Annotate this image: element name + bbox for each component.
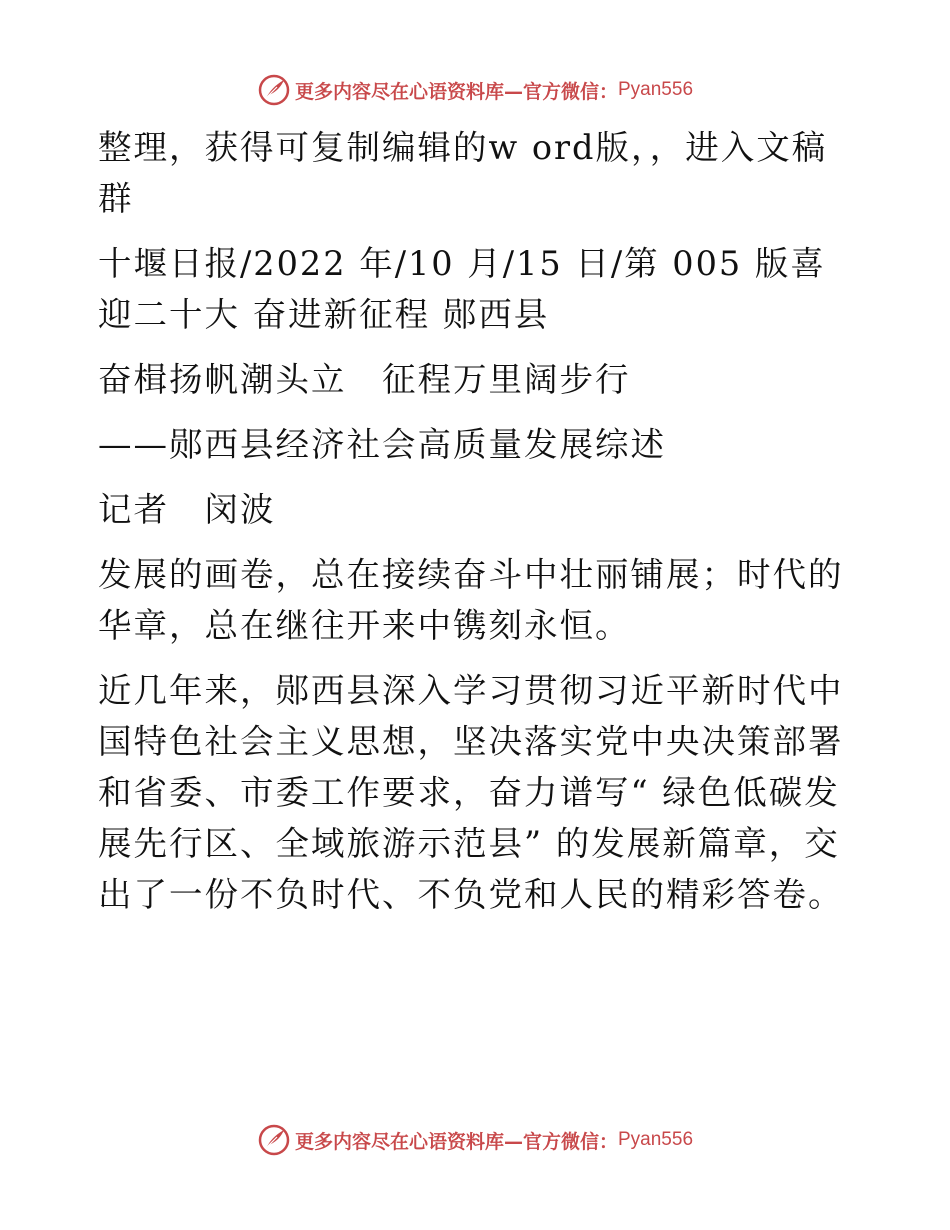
footer-banner-text: 更多内容尽在心语资料库—官方微信： (294, 1130, 618, 1153)
header-wechat-id: Pyan556 (618, 79, 694, 100)
paragraph-lead: 发展的画卷，总在接续奋斗中壮丽铺展；时代的华章，总在继往开来中镌刻永恒。 (98, 555, 844, 645)
footer-banner (0, 1120, 950, 1160)
header-banner (0, 70, 950, 110)
article-subtitle: ——郧西县经济社会高质量发展综述 (98, 425, 666, 464)
paragraph-intro-note: 整理，获得可复制编辑的w ord版，，进入文稿群 (98, 128, 828, 218)
header-banner-text: 更多内容尽在心语资料库—官方微信： (294, 80, 618, 103)
article-byline: 记者 闵波 (98, 490, 276, 529)
quill-logo-icon (257, 1123, 291, 1157)
document-body (98, 122, 858, 934)
paragraph-body: 近几年来，郧西县深入学习贯彻习近平新时代中国特色社会主义思想，坚决落实党中央决策部署和省委、市委工作要求，奋力谱写“ 绿色低碳发展先行区、全域旅游示范县” 的发展新篇章，交出了一份不负时代、不负党和人民的精彩答卷。 (98, 671, 844, 914)
footer-wechat-id: Pyan556 (618, 1129, 694, 1150)
paragraph-source-line: 十堰日报/2022 年/10 月/15 日/第 005 版喜迎二十大 奋进新征程 郧西县 (98, 244, 826, 334)
quill-logo-icon (257, 73, 291, 107)
article-title: 奋楫扬帆潮头立 征程万里阔步行 (98, 360, 631, 399)
